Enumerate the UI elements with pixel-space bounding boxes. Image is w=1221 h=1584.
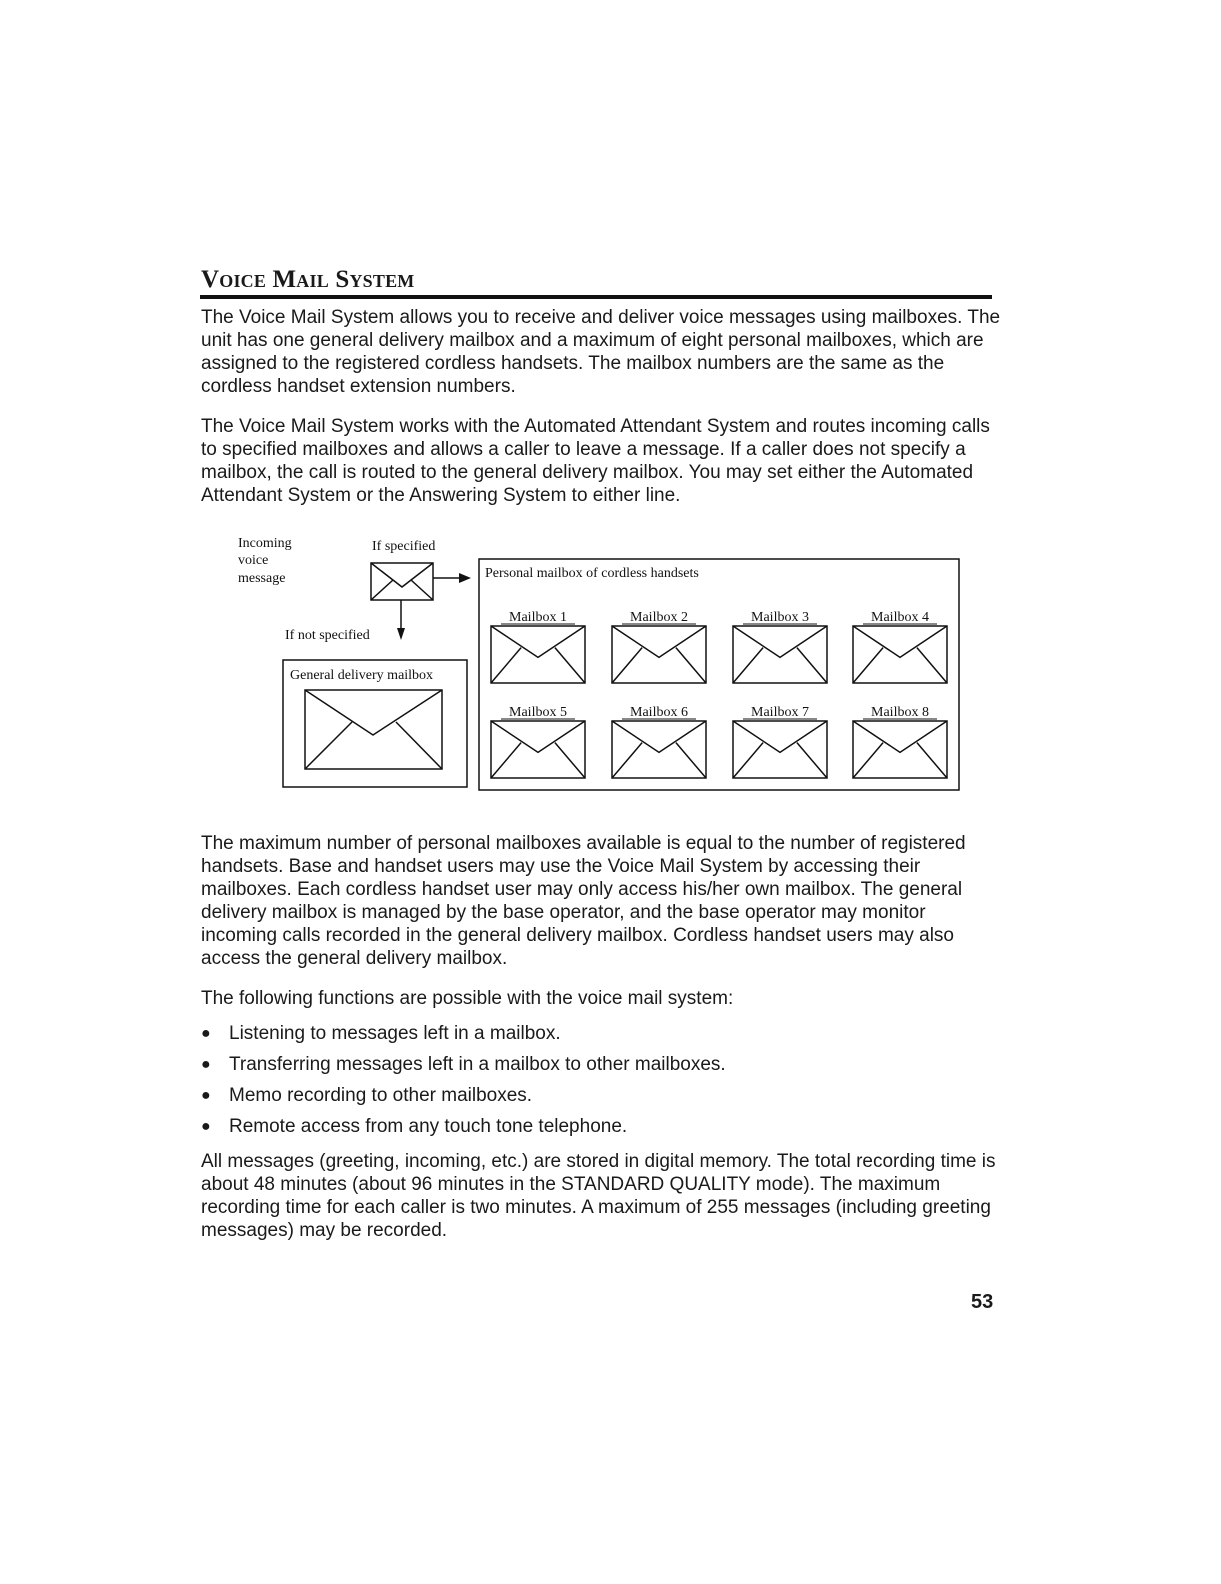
general-envelope-icon bbox=[305, 690, 442, 769]
if-specified-label: If specified bbox=[372, 539, 436, 554]
general-delivery-box bbox=[283, 660, 467, 787]
mailbox-label: Mailbox 4 bbox=[871, 610, 929, 625]
list-item bbox=[201, 1115, 726, 1146]
mailbox-1 bbox=[491, 610, 585, 683]
envelope-icon bbox=[733, 721, 827, 778]
mailbox-8 bbox=[853, 705, 947, 778]
arrow-to-personal-icon bbox=[433, 573, 471, 583]
if-not-specified-label: If not specified bbox=[285, 628, 370, 643]
mailbox-label: Mailbox 8 bbox=[871, 705, 929, 720]
mailbox-2 bbox=[612, 610, 706, 683]
personal-mailbox-group bbox=[479, 559, 959, 790]
list-item bbox=[201, 1053, 726, 1084]
bullet-icon: ● bbox=[201, 1087, 211, 1104]
mailbox-grid bbox=[491, 610, 947, 778]
page-number: 53 bbox=[971, 1291, 994, 1313]
list-item bbox=[201, 1022, 726, 1053]
mailbox-label: Mailbox 5 bbox=[509, 705, 567, 720]
envelope-icon bbox=[491, 721, 585, 778]
envelope-icon bbox=[612, 721, 706, 778]
list-item-text: Memo recording to other mailboxes. bbox=[229, 1085, 533, 1106]
envelope-icon bbox=[612, 626, 706, 683]
general-delivery-label: General delivery mailbox bbox=[290, 668, 434, 683]
paragraph-memory: All messages (greeting, incoming, etc.) are stored in digital memory. The total recording time is about 48 minutes (about 96 minutes in the STANDARD QUALITY mode). The maximum recording time for each caller is two minutes. A maximum of 255 messages (including greeting messages) may be recorded. bbox=[201, 1151, 996, 1241]
incoming-envelope-icon bbox=[371, 563, 433, 600]
envelope-icon bbox=[733, 626, 827, 683]
personal-mailbox-label: Personal mailbox of cordless handsets bbox=[485, 566, 699, 581]
incoming-label-line1: Incoming bbox=[238, 536, 292, 551]
arrow-to-general-icon bbox=[397, 600, 405, 640]
envelope-icon bbox=[853, 626, 947, 683]
paragraph-access: The maximum number of personal mailboxes available is equal to the number of registered handsets. Base and handset users may use the Voice Mail System by accessing their mailboxes. Each cordless handset user may only access his/her own mailbox. The general delivery mailbox is managed by the base operator, and the base operator may monitor incoming calls recorded in the general delivery mailbox. Cordless handset users may also access the general delivery mailbox. bbox=[201, 833, 966, 969]
paragraph-functions-intro: The following functions are possible with the voice mail system: bbox=[201, 988, 734, 1009]
section-title: Voice Mail System bbox=[201, 266, 415, 293]
mailbox-4 bbox=[853, 610, 947, 683]
mailbox-label: Mailbox 6 bbox=[630, 705, 688, 720]
bullet-icon: ● bbox=[201, 1118, 211, 1135]
paragraph-routing: The Voice Mail System works with the Automated Attendant System and routes incoming calls to specified mailboxes and allows a caller to leave a message. If a caller does not specify a mailbox, the call is routed to the general delivery mailbox. You may set either the Automated Attendant System or the Answering System to either line. bbox=[201, 416, 990, 506]
title-rule bbox=[200, 295, 992, 299]
mailbox-label: Mailbox 3 bbox=[751, 610, 809, 625]
mailbox-6 bbox=[612, 705, 706, 778]
list-item bbox=[201, 1084, 726, 1115]
mailbox-7 bbox=[733, 705, 827, 778]
list-item-text: Listening to messages left in a mailbox. bbox=[229, 1023, 561, 1044]
mailbox-5 bbox=[491, 705, 585, 778]
bullet-icon: ● bbox=[201, 1056, 211, 1073]
bullet-icon: ● bbox=[201, 1025, 211, 1042]
incoming-label-line2: voice bbox=[238, 553, 269, 568]
function-list bbox=[201, 1022, 726, 1146]
mailbox-label: Mailbox 1 bbox=[509, 610, 567, 625]
paragraph-intro: The Voice Mail System allows you to receive and deliver voice messages using mailboxes. The unit has one general delivery mailbox and a maximum of eight personal mailboxes, which are assigned to the registered cordless handsets. The mailbox numbers are the same as the cordless handset extension numbers. bbox=[201, 307, 1001, 397]
mailbox-3 bbox=[733, 610, 827, 683]
list-item-text: Remote access from any touch tone telephone. bbox=[229, 1116, 628, 1137]
mailbox-label: Mailbox 2 bbox=[630, 610, 688, 625]
incoming-label-line3: message bbox=[238, 571, 286, 586]
list-item-text: Transferring messages left in a mailbox to other mailboxes. bbox=[229, 1054, 726, 1075]
envelope-icon bbox=[853, 721, 947, 778]
envelope-icon bbox=[491, 626, 585, 683]
mailbox-label: Mailbox 7 bbox=[751, 705, 809, 720]
